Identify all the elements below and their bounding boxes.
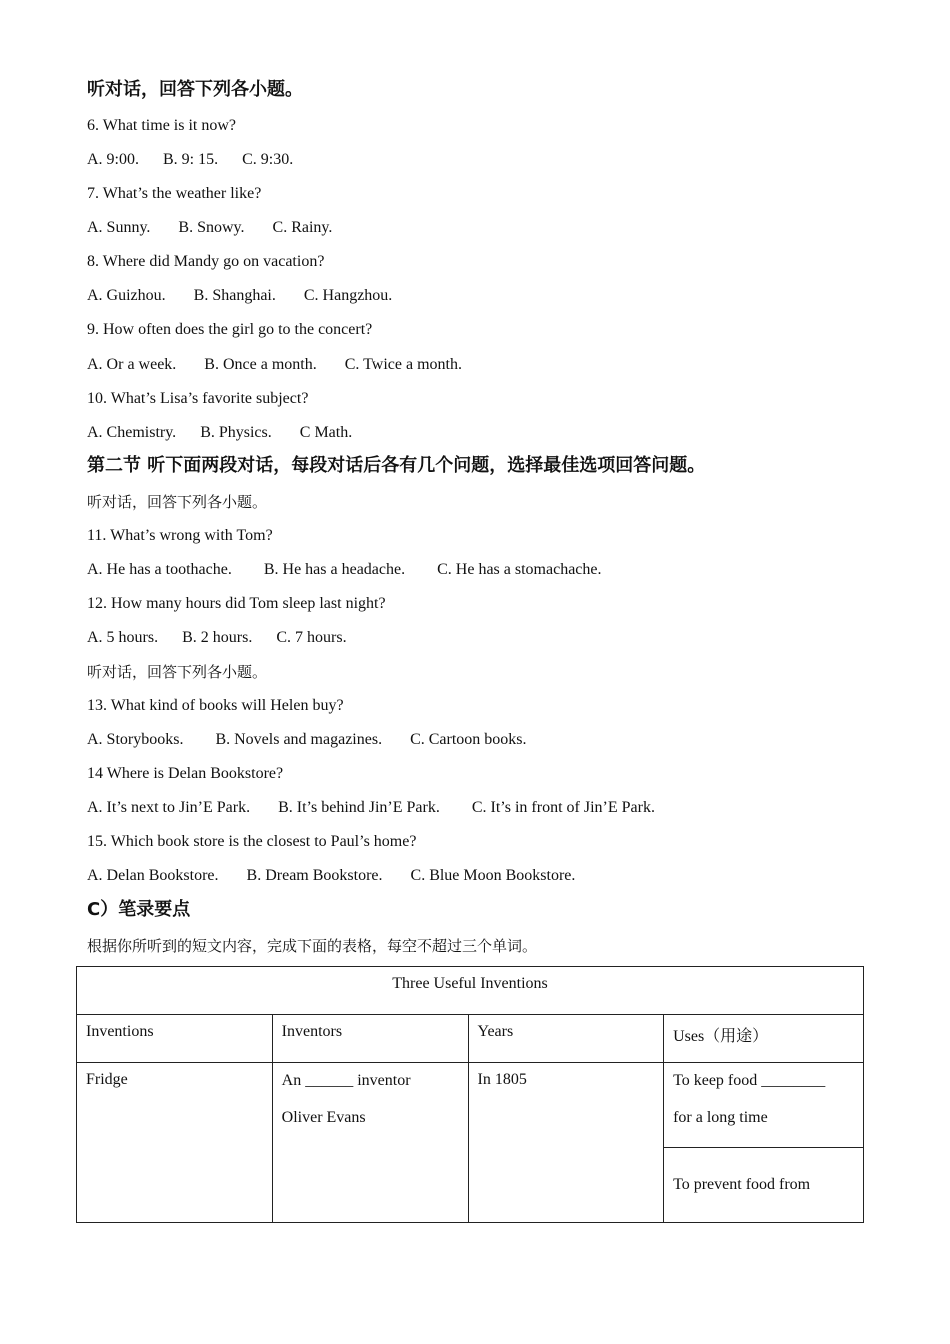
options-14 <box>87 798 655 818</box>
option-8a: A. Guizhou. <box>87 287 166 304</box>
use-1-line-2: for a long time <box>673 1109 768 1126</box>
option-13c: C. Cartoon books. <box>410 731 527 748</box>
option-6c: C. 9:30. <box>242 151 294 168</box>
option-10a: A. Chemistry. <box>87 424 177 441</box>
section3-instruction: 根据你所听到的短文内容，完成下面的表格，每空不超过三个单词。 <box>87 937 538 955</box>
section3-heading: C）笔录要点 <box>87 899 191 920</box>
option-12c: C. 7 hours. <box>276 629 347 646</box>
question-8: 8. Where did Mandy go on vacation? <box>87 253 325 270</box>
option-9c: C. Twice a month. <box>344 356 462 373</box>
option-7c: C. Rainy. <box>272 219 333 236</box>
option-8c: C. Hangzhou. <box>303 287 393 304</box>
option-12a: A. 5 hours. <box>87 629 159 646</box>
option-7b: B. Snowy. <box>178 219 245 236</box>
options-15 <box>87 866 575 886</box>
question-10: 10. What’s Lisa’s favorite subject? <box>87 390 309 407</box>
inventor-blank-line: An ______ inventor <box>281 1072 411 1089</box>
option-10c: C Math. <box>299 424 353 441</box>
question-11: 11. What’s wrong with Tom? <box>87 527 273 544</box>
question-15: 15. Which book store is the closest to Paul’s home? <box>87 833 417 850</box>
options-6 <box>87 150 293 170</box>
option-15b: B. Dream Bookstore. <box>246 867 383 884</box>
question-12: 12. How many hours did Tom sleep last night? <box>87 595 386 612</box>
option-14c: C. It’s in front of Jin’E Park. <box>471 799 655 816</box>
option-13a: A. Storybooks. <box>87 731 184 748</box>
cell-invention: Fridge <box>77 1063 273 1223</box>
use-1-line-1: To keep food ________ <box>673 1072 826 1089</box>
question-7: 7. What’s the weather like? <box>87 185 262 202</box>
option-11a: A. He has a toothache. <box>87 561 232 578</box>
options-12 <box>87 628 347 648</box>
header-uses: Uses（用途） <box>664 1015 864 1063</box>
cell-inventor <box>272 1063 468 1223</box>
options-13 <box>87 730 527 750</box>
option-8b: B. Shanghai. <box>193 287 276 304</box>
option-14b: B. It’s behind Jin’E Park. <box>278 799 440 816</box>
section1-heading: 听对话，回答下列各小题。 <box>87 79 303 100</box>
header-inventions: Inventions <box>77 1015 273 1063</box>
table-title: Three Useful Inventions <box>77 967 864 1015</box>
question-9: 9. How often does the girl go to the concert? <box>87 321 373 338</box>
option-11c: C. He has a stomachache. <box>437 561 602 578</box>
option-15a: A. Delan Bookstore. <box>87 867 219 884</box>
inventions-table <box>76 966 864 1223</box>
header-inventors: Inventors <box>272 1015 468 1063</box>
section2-heading: 第二节 听下面两段对话，每段对话后各有几个问题，选择最佳选项回答问题。 <box>87 455 706 476</box>
listen-note-1: 听对话，回答下列各小题。 <box>87 493 268 511</box>
question-6: 6. What time is it now? <box>87 117 237 134</box>
cell-use-1 <box>664 1063 864 1148</box>
option-10b: B. Physics. <box>200 424 272 441</box>
options-8 <box>87 286 392 306</box>
options-11 <box>87 560 602 580</box>
option-13b: B. Novels and magazines. <box>215 731 383 748</box>
inventor-name: Oliver Evans <box>281 1109 366 1126</box>
option-11b: B. He has a headache. <box>263 561 406 578</box>
options-10 <box>87 423 352 443</box>
option-15c: C. Blue Moon Bookstore. <box>410 867 576 884</box>
option-6b: B. 9: 15. <box>163 151 219 168</box>
option-12b: B. 2 hours. <box>182 629 253 646</box>
listen-note-2: 听对话，回答下列各小题。 <box>87 663 268 681</box>
cell-year: In 1805 <box>468 1063 664 1223</box>
header-years: Years <box>468 1015 664 1063</box>
question-14: 14 Where is Delan Bookstore? <box>87 765 284 782</box>
options-9 <box>87 355 462 375</box>
option-9a: A. Or a week. <box>87 356 177 373</box>
option-9b: B. Once a month. <box>204 356 317 373</box>
options-7 <box>87 218 332 238</box>
option-14a: A. It’s next to Jin’E Park. <box>87 799 251 816</box>
cell-use-2: To prevent food from <box>664 1148 864 1223</box>
question-13: 13. What kind of books will Helen buy? <box>87 697 344 714</box>
option-7a: A. Sunny. <box>87 219 151 236</box>
option-6a: A. 9:00. <box>87 151 139 168</box>
